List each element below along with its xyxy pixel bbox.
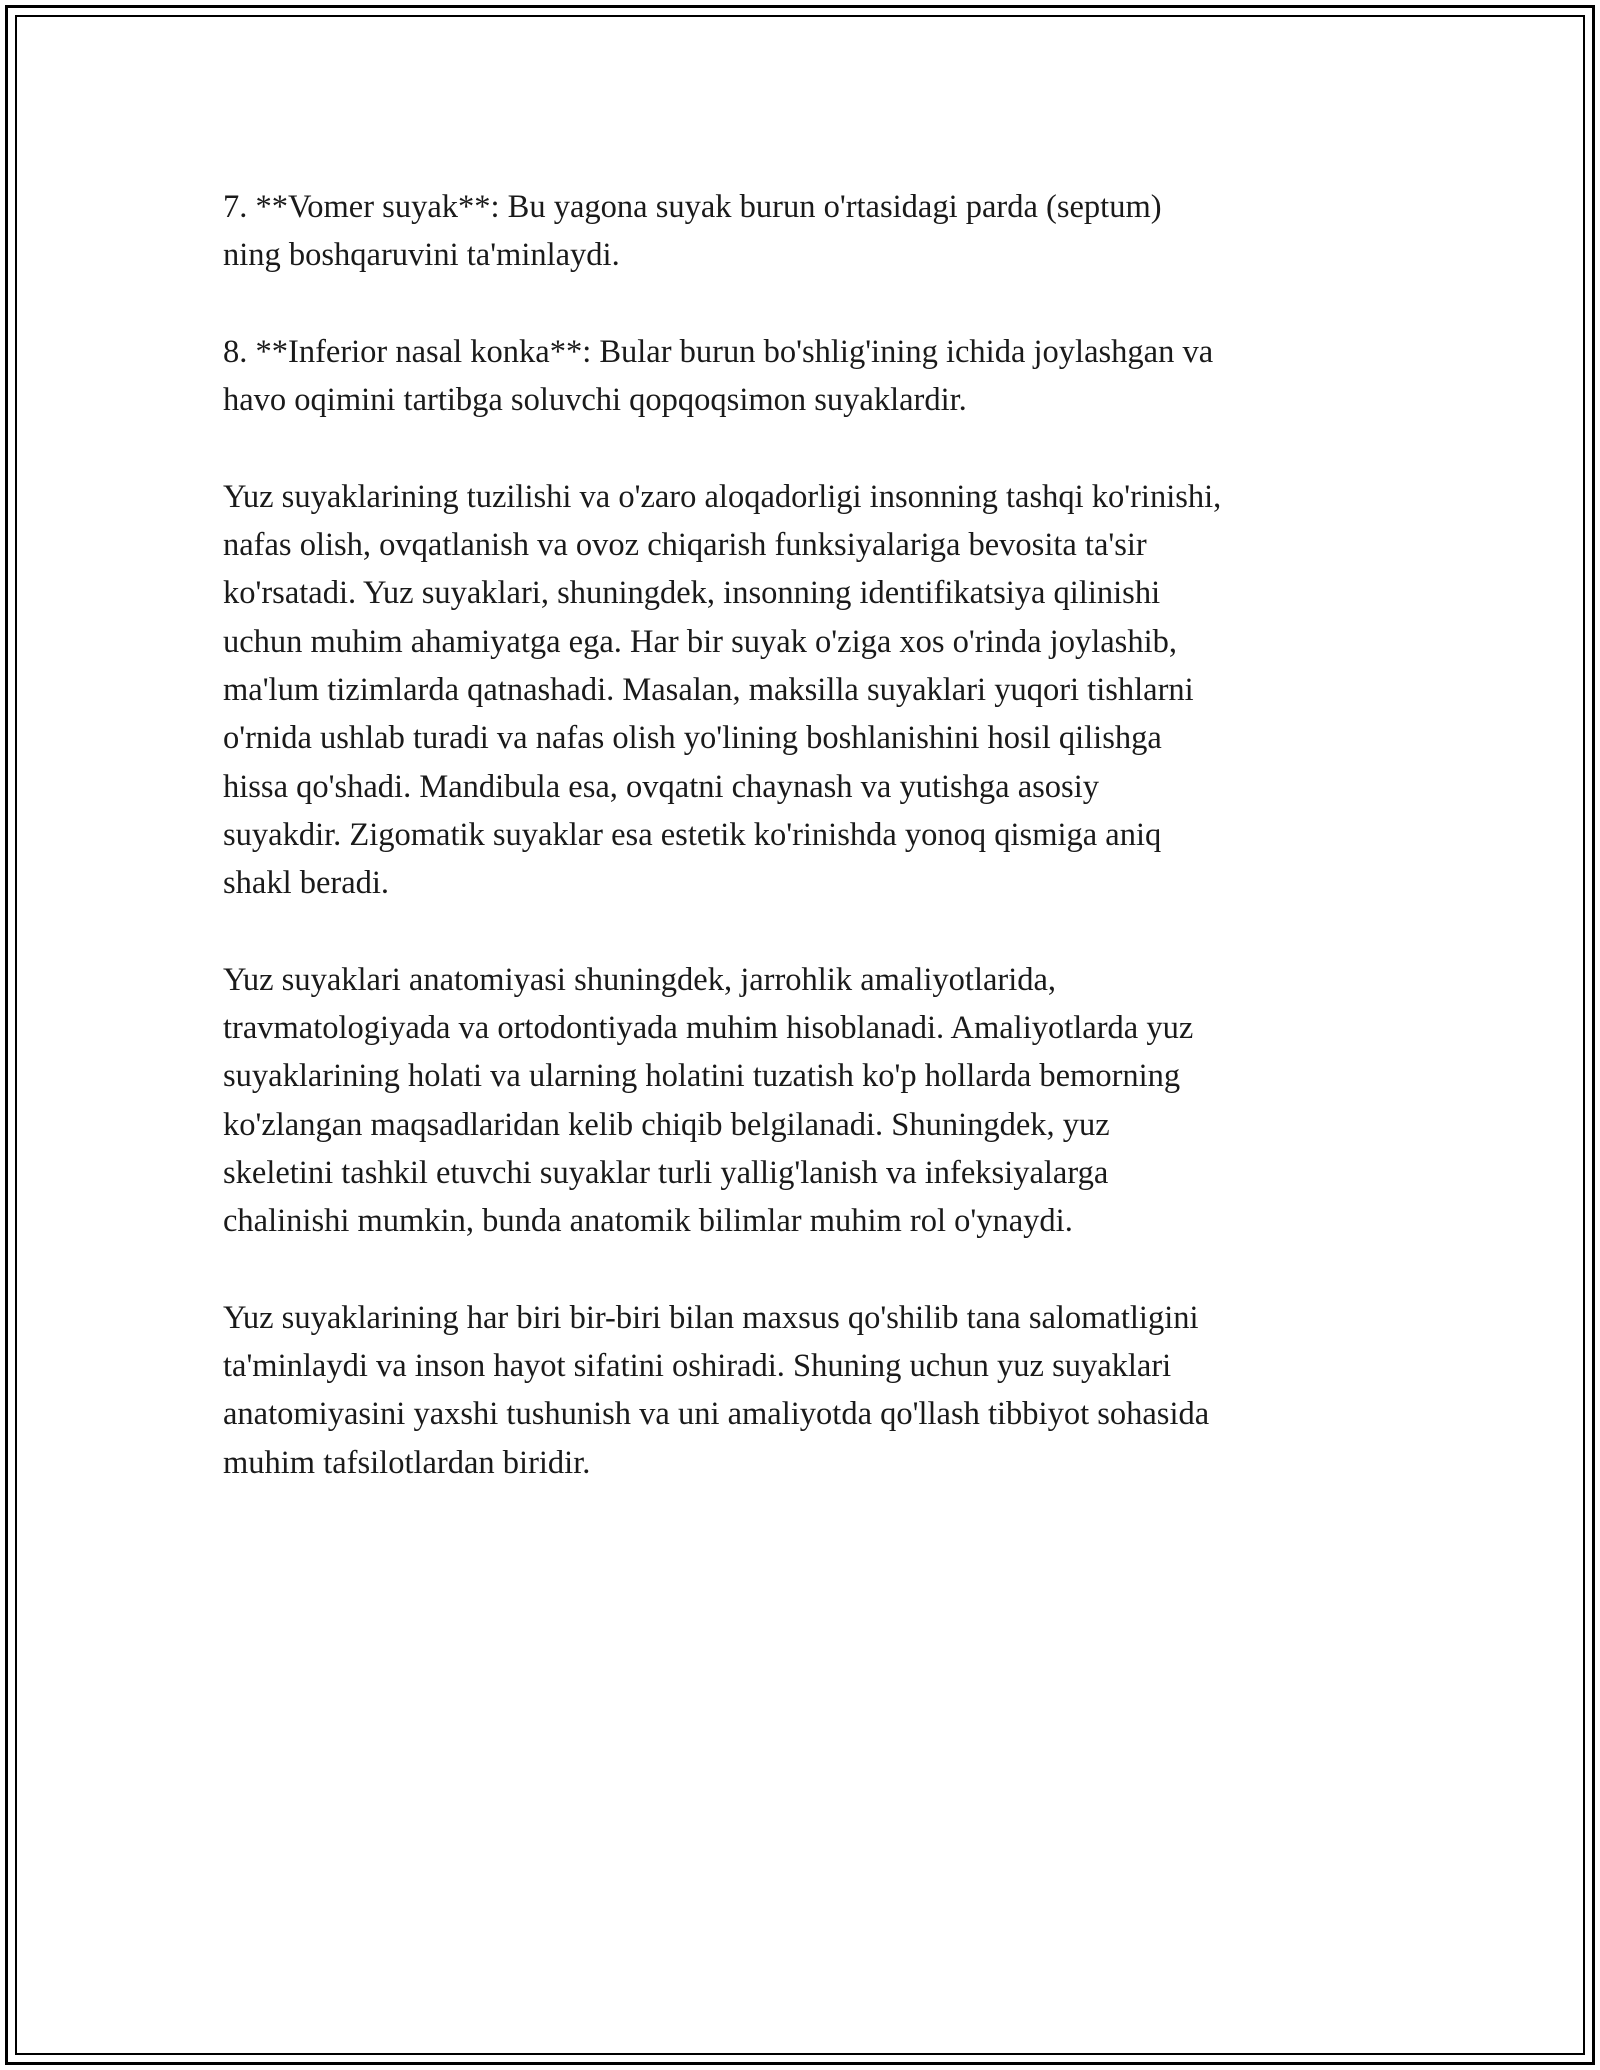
paragraph-conclusion xyxy=(223,1294,1383,1487)
text-line: anatomiyasini yaxshi tushunish va uni amaliyotda qo'llash tibbiyot sohasida xyxy=(223,1396,1210,1433)
text-line: chalinishi mumkin, bunda anatomik bilimlar muhim rol o'ynaydi. xyxy=(223,1203,1073,1240)
text-line: Yuz suyaklarining har biri bir-biri bilan maxsus qo'shilib tana salomatligini xyxy=(223,1299,1199,1336)
text-line: ning boshqaruvini ta'minlaydi. xyxy=(223,237,620,274)
text-line: muhim tafsilotlardan biridir. xyxy=(223,1444,591,1481)
paragraph-clinical xyxy=(223,956,1383,1246)
paragraph-structure xyxy=(223,473,1383,908)
document-body xyxy=(223,183,1383,1535)
text-line: ko'rsatadi. Yuz suyaklari, shuningdek, insonning identifikatsiya qilinishi xyxy=(223,575,1161,612)
text-line: ta'minlaydi va inson hayot sifatini oshiradi. Shuning uchun yuz suyaklari xyxy=(223,1348,1172,1385)
text-line: hissa qo'shadi. Mandibula esa, ovqatni chaynash va yutishga asosiy xyxy=(223,768,1099,805)
text-line: uchun muhim ahamiyatga ega. Har bir suyak o'ziga xos o'rinda joylashib, xyxy=(223,623,1177,660)
paragraph-inferior-nasal-konka xyxy=(223,328,1383,425)
text-line: Yuz suyaklari anatomiyasi shuningdek, jarrohlik amaliyotlarida, xyxy=(223,961,1057,998)
text-line: o'rnida ushlab turadi va nafas olish yo'lining boshlanishini hosil qilishga xyxy=(223,720,1162,757)
text-line: suyaklarining holati va ularning holatini tuzatish ko'p hollarda bemorning xyxy=(223,1058,1181,1095)
text-line: skeletini tashkil etuvchi suyaklar turli yallig'lanish va infeksiyalarga xyxy=(223,1154,1109,1191)
text-line: ma'lum tizimlarda qatnashadi. Masalan, maksilla suyaklari yuqori tishlarni xyxy=(223,671,1194,708)
text-line: 7. **Vomer suyak**: Bu yagona suyak burun o'rtasidagi parda (septum) xyxy=(223,189,1162,225)
text-line: travmatologiyada va ortodontiyada muhim hisoblanadi. Amaliyotlarda yuz xyxy=(223,1010,1194,1047)
text-line: 8. **Inferior nasal konka**: Bular burun bo'shlig'ining ichida joylashgan va xyxy=(223,333,1214,370)
text-line: shakl beradi. xyxy=(223,865,390,902)
text-line: Yuz suyaklarining tuzilishi va o'zaro aloqadorligi insonning tashqi ko'rinishi, xyxy=(223,478,1222,515)
paragraph-vomer xyxy=(223,183,1383,280)
text-line: suyakdir. Zigomatik suyaklar esa estetik ko'rinishda yonoq qismiga aniq xyxy=(223,816,1162,853)
text-line: nafas olish, ovqatlanish va ovoz chiqarish funksiyalariga bevosita ta'sir xyxy=(223,527,1147,564)
text-line: ko'zlangan maqsadlaridan kelib chiqib belgilanadi. Shuningdek, yuz xyxy=(223,1106,1110,1143)
text-line: havo oqimini tartibga soluvchi qopqoqsimon suyaklardir. xyxy=(223,382,967,419)
